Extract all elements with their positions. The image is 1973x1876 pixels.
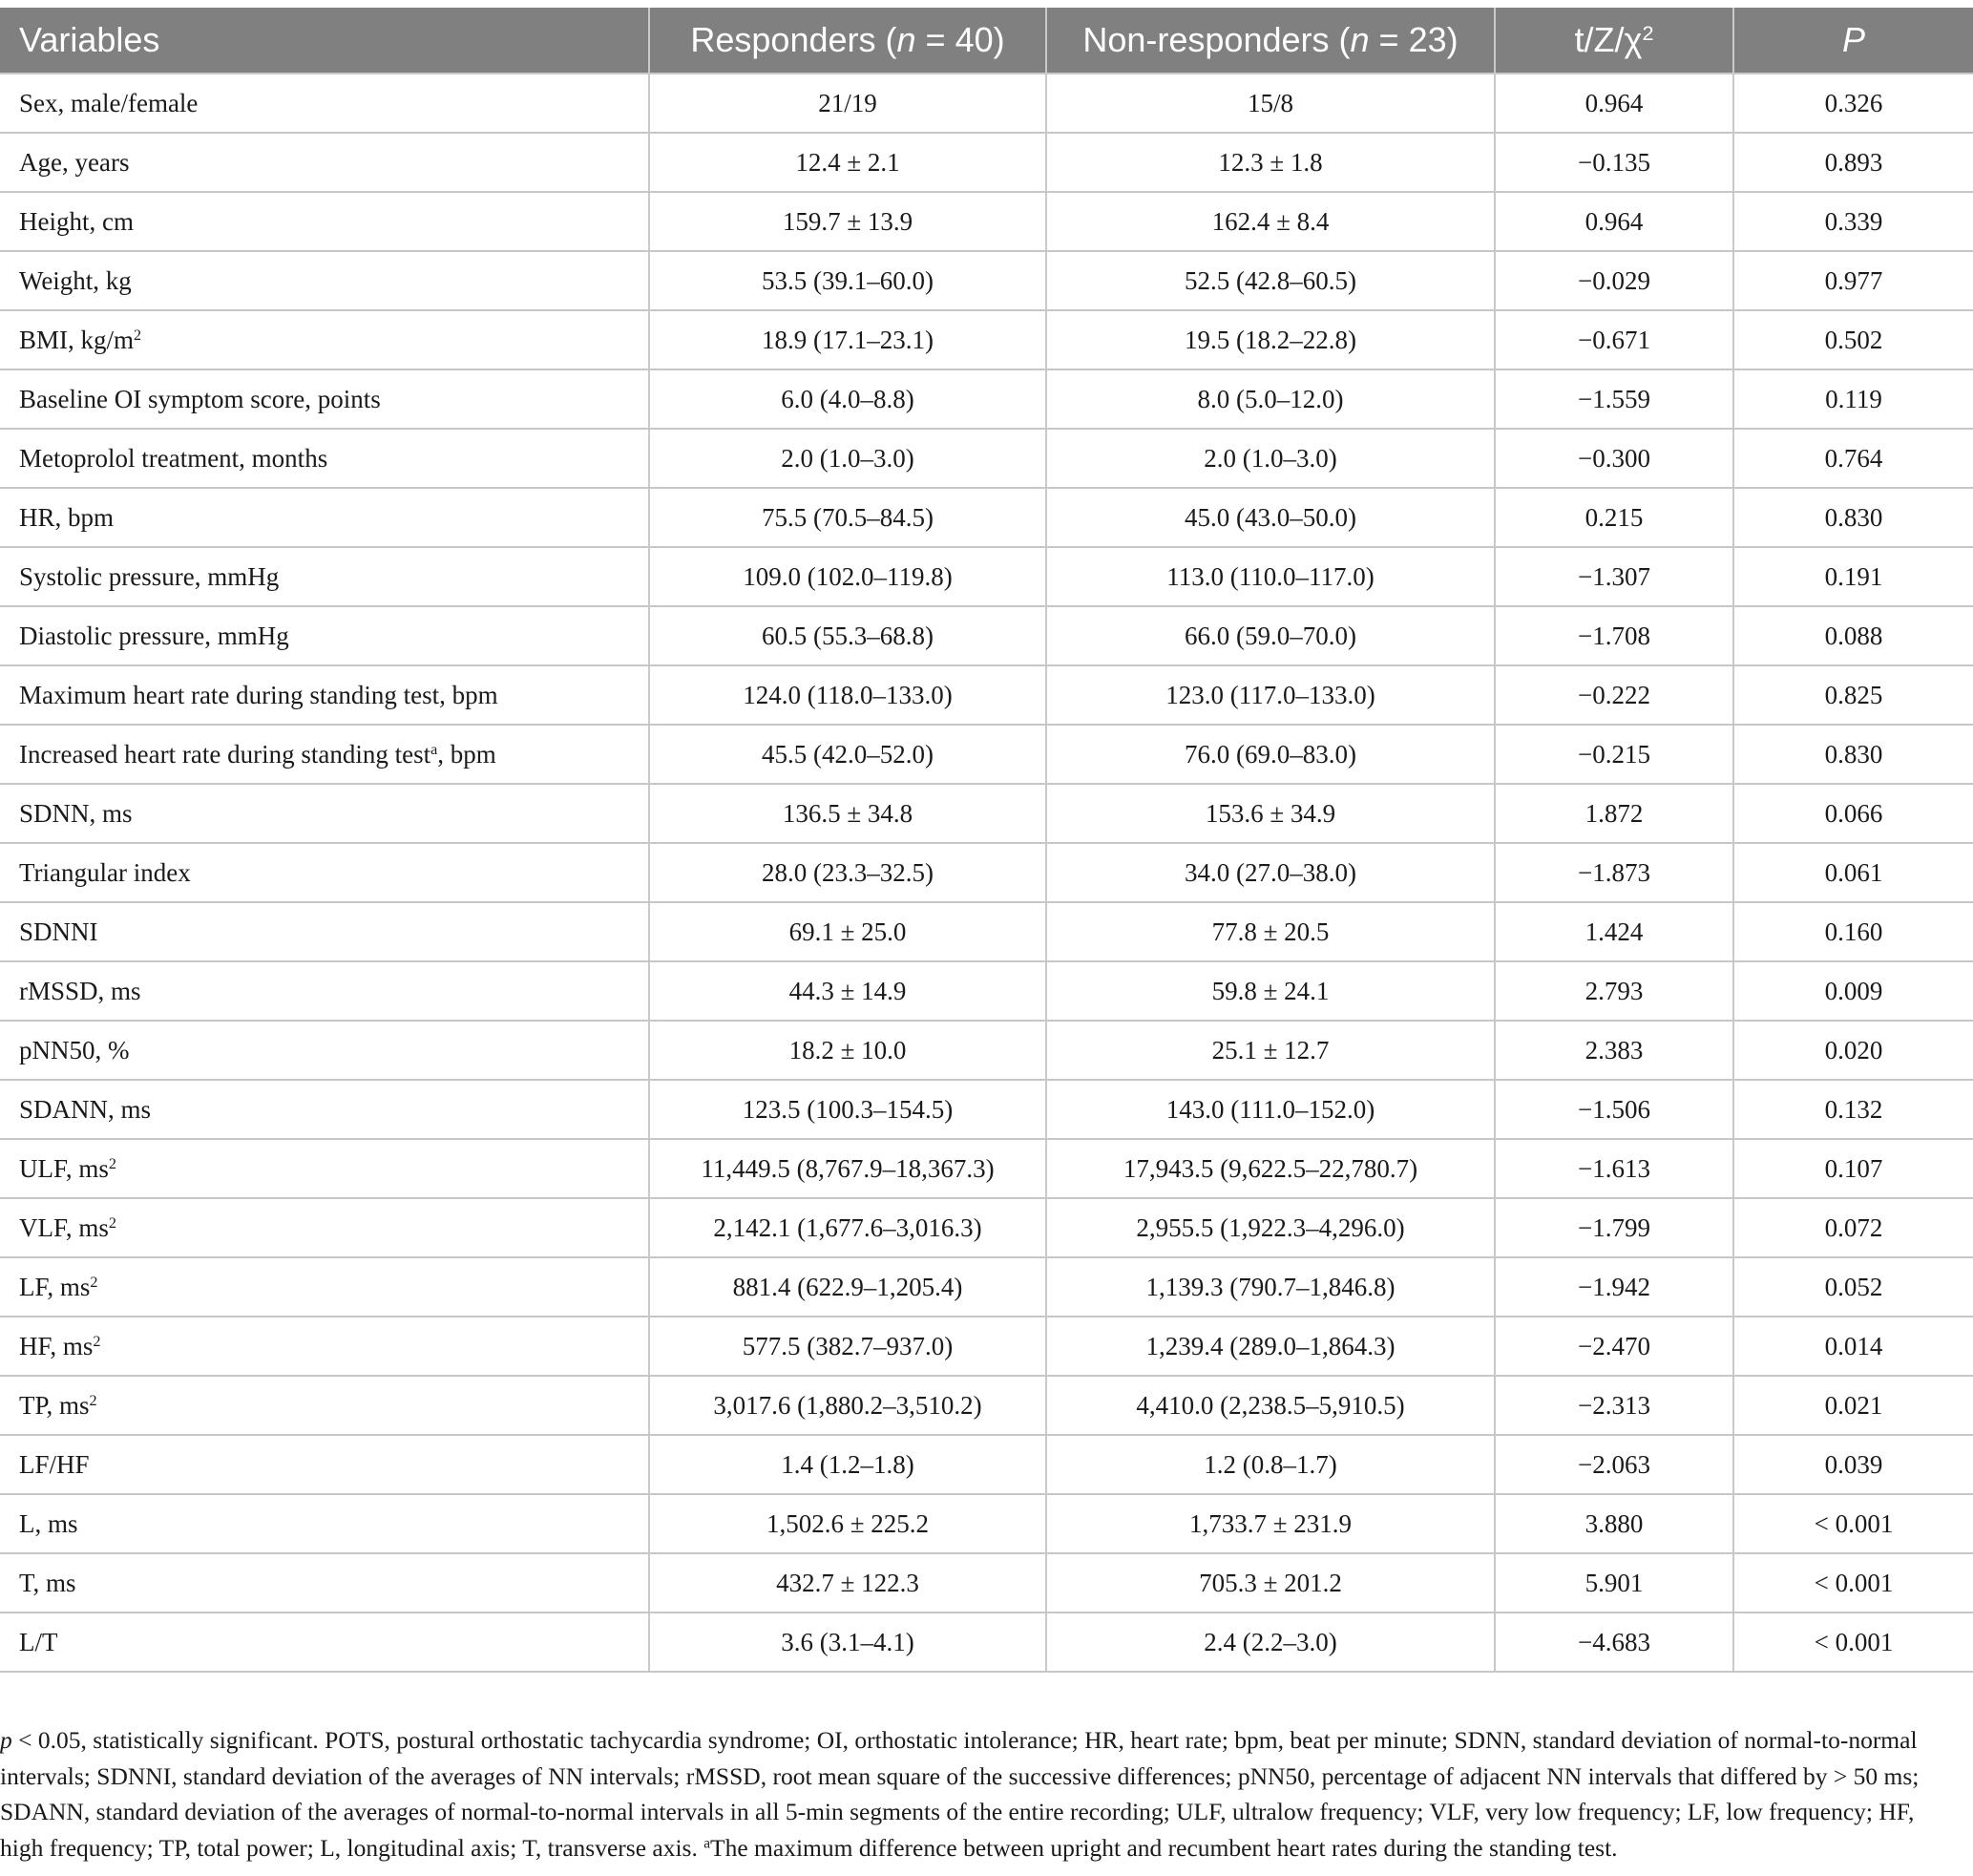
cell-responders: 1.4 (1.2–1.8) (649, 1435, 1046, 1494)
cell-statistic: −1.559 (1495, 369, 1733, 429)
cell-statistic: −1.613 (1495, 1139, 1733, 1198)
cell-statistic: −0.671 (1495, 310, 1733, 369)
cell-responders: 881.4 (622.9–1,205.4) (649, 1257, 1046, 1317)
cell-nonresponders: 113.0 (110.0–117.0) (1046, 547, 1495, 606)
cell-p-value: 0.764 (1733, 429, 1973, 488)
cell-responders: 28.0 (23.3–32.5) (649, 843, 1046, 902)
cell-variable: Systolic pressure, mmHg (0, 547, 649, 606)
cell-statistic: −2.470 (1495, 1317, 1733, 1376)
cell-variable: rMSSD, ms (0, 961, 649, 1021)
table-row (0, 961, 1973, 1021)
cell-statistic: 2.793 (1495, 961, 1733, 1021)
cell-variable: pNN50, % (0, 1021, 649, 1080)
cell-p-value: 0.830 (1733, 488, 1973, 547)
cell-responders: 6.0 (4.0–8.8) (649, 369, 1046, 429)
cell-nonresponders: 162.4 ± 8.4 (1046, 192, 1495, 251)
cell-p-value: 0.107 (1733, 1139, 1973, 1198)
cell-statistic: 1.872 (1495, 784, 1733, 843)
cell-p-value: 0.009 (1733, 961, 1973, 1021)
cell-variable: SDANN, ms (0, 1080, 649, 1139)
cell-responders: 2,142.1 (1,677.6–3,016.3) (649, 1198, 1046, 1257)
cell-responders: 69.1 ± 25.0 (649, 902, 1046, 961)
cell-variable: ULF, $ms^2$ (0, 1139, 649, 1198)
table-header-row (0, 8, 1973, 74)
cell-p-value: 0.119 (1733, 369, 1973, 429)
cell-statistic: −1.708 (1495, 606, 1733, 665)
data-table (0, 8, 1973, 1673)
table-row (0, 1317, 1973, 1376)
cell-responders: 577.5 (382.7–937.0) (649, 1317, 1046, 1376)
cell-nonresponders: 34.0 (27.0–38.0) (1046, 843, 1495, 902)
cell-p-value: 0.039 (1733, 1435, 1973, 1494)
cell-variable: Age, years (0, 133, 649, 192)
cell-statistic: −2.313 (1495, 1376, 1733, 1435)
cell-statistic: −1.506 (1495, 1080, 1733, 1139)
cell-statistic: 0.215 (1495, 488, 1733, 547)
cell-responders: 21/19 (649, 74, 1046, 133)
table-row (0, 606, 1973, 665)
cell-p-value: 0.021 (1733, 1376, 1973, 1435)
cell-statistic: 5.901 (1495, 1553, 1733, 1613)
cell-p-value: 0.977 (1733, 251, 1973, 310)
cell-statistic: −4.683 (1495, 1613, 1733, 1672)
cell-statistic: −1.799 (1495, 1198, 1733, 1257)
table-row (0, 1435, 1973, 1494)
cell-responders: 44.3 ± 14.9 (649, 961, 1046, 1021)
table-row (0, 1376, 1973, 1435)
cell-nonresponders: 1,139.3 (790.7–1,846.8) (1046, 1257, 1495, 1317)
cell-p-value: 0.020 (1733, 1021, 1973, 1080)
cell-p-value: 0.132 (1733, 1080, 1973, 1139)
cell-nonresponders: 1,239.4 (289.0–1,864.3) (1046, 1317, 1495, 1376)
cell-responders: 45.5 (42.0–52.0) (649, 725, 1046, 784)
cell-p-value: < 0.001 (1733, 1494, 1973, 1553)
cell-variable: L, ms (0, 1494, 649, 1553)
cell-nonresponders: 153.6 ± 34.9 (1046, 784, 1495, 843)
cell-nonresponders: 2.0 (1.0–3.0) (1046, 429, 1495, 488)
cell-p-value: 0.502 (1733, 310, 1973, 369)
table-row (0, 665, 1973, 725)
cell-responders: 124.0 (118.0–133.0) (649, 665, 1046, 725)
cell-p-value: 0.893 (1733, 133, 1973, 192)
cell-variable: T, ms (0, 1553, 649, 1613)
cell-variable: Triangular index (0, 843, 649, 902)
cell-p-value: < 0.001 (1733, 1613, 1973, 1672)
cell-nonresponders: 1,733.7 ± 231.9 (1046, 1494, 1495, 1553)
table-row (0, 310, 1973, 369)
cell-nonresponders: 52.5 (42.8–60.5) (1046, 251, 1495, 310)
cell-variable: LF/HF (0, 1435, 649, 1494)
cell-variable: LF, $ms^2$ (0, 1257, 649, 1317)
table-row (0, 369, 1973, 429)
header-statistic: $t/Z/\chi^2$ (1495, 8, 1733, 74)
cell-variable: SDNNI (0, 902, 649, 961)
cell-variable: Height, cm (0, 192, 649, 251)
cell-nonresponders: 8.0 (5.0–12.0) (1046, 369, 1495, 429)
cell-nonresponders: 2.4 (2.2–3.0) (1046, 1613, 1495, 1672)
cell-statistic: 0.964 (1495, 192, 1733, 251)
cell-responders: 18.9 (17.1–23.1) (649, 310, 1046, 369)
cell-statistic: −0.135 (1495, 133, 1733, 192)
cell-p-value: 0.830 (1733, 725, 1973, 784)
cell-statistic: 3.880 (1495, 1494, 1733, 1553)
cell-nonresponders: 19.5 (18.2–22.8) (1046, 310, 1495, 369)
cell-statistic: −1.873 (1495, 843, 1733, 902)
table-row (0, 843, 1973, 902)
table-row (0, 1198, 1973, 1257)
cell-responders: 3.6 (3.1–4.1) (649, 1613, 1046, 1672)
cell-nonresponders: 1.2 (0.8–1.7) (1046, 1435, 1495, 1494)
cell-variable: HR, bpm (0, 488, 649, 547)
cell-statistic: −0.300 (1495, 429, 1733, 488)
cell-variable: VLF, $ms^2$ (0, 1198, 649, 1257)
cell-responders: 12.4 ± 2.1 (649, 133, 1046, 192)
header-responders: Responders (n = 40) (649, 8, 1046, 74)
cell-p-value: 0.014 (1733, 1317, 1973, 1376)
cell-responders: 1,502.6 ± 225.2 (649, 1494, 1046, 1553)
table-row (0, 133, 1973, 192)
cell-nonresponders: 77.8 ± 20.5 (1046, 902, 1495, 961)
cell-nonresponders: 17,943.5 (9,622.5–22,780.7) (1046, 1139, 1495, 1198)
cell-responders: 123.5 (100.3–154.5) (649, 1080, 1046, 1139)
cell-p-value: 0.191 (1733, 547, 1973, 606)
table-row (0, 74, 1973, 133)
cell-responders: 136.5 ± 34.8 (649, 784, 1046, 843)
cell-statistic: 1.424 (1495, 902, 1733, 961)
cell-nonresponders: 705.3 ± 201.2 (1046, 1553, 1495, 1613)
cell-variable: Increased heart rate during standing test$^a$, bpm (0, 725, 649, 784)
cell-variable: TP, $ms^2$ (0, 1376, 649, 1435)
cell-nonresponders: 2,955.5 (1,922.3–4,296.0) (1046, 1198, 1495, 1257)
cell-variable: Baseline OI symptom score, points (0, 369, 649, 429)
table-row (0, 1553, 1973, 1613)
cell-p-value: 0.825 (1733, 665, 1973, 725)
table-row (0, 1080, 1973, 1139)
cell-nonresponders: 143.0 (111.0–152.0) (1046, 1080, 1495, 1139)
cell-responders: 432.7 ± 122.3 (649, 1553, 1046, 1613)
table-body (0, 74, 1973, 1672)
cell-variable: HF, $ms^2$ (0, 1317, 649, 1376)
cell-variable: Maximum heart rate during standing test, bpm (0, 665, 649, 725)
cell-responders: 3,017.6 (1,880.2–3,510.2) (649, 1376, 1046, 1435)
cell-responders: 60.5 (55.3–68.8) (649, 606, 1046, 665)
cell-p-value: 0.088 (1733, 606, 1973, 665)
cell-statistic: −0.222 (1495, 665, 1733, 725)
table-row (0, 1494, 1973, 1553)
header-variables: Variables (0, 8, 649, 74)
cell-variable: Diastolic pressure, mmHg (0, 606, 649, 665)
cell-responders: 11,449.5 (8,767.9–18,367.3) (649, 1139, 1046, 1198)
table-row (0, 902, 1973, 961)
cell-p-value: 0.160 (1733, 902, 1973, 961)
table-row (0, 1139, 1973, 1198)
cell-statistic: −2.063 (1495, 1435, 1733, 1494)
table-row (0, 1257, 1973, 1317)
table-row (0, 547, 1973, 606)
cell-statistic: 0.964 (1495, 74, 1733, 133)
cell-p-value: 0.066 (1733, 784, 1973, 843)
cell-nonresponders: 4,410.0 (2,238.5–5,910.5) (1046, 1376, 1495, 1435)
cell-p-value: 0.061 (1733, 843, 1973, 902)
cell-nonresponders: 45.0 (43.0–50.0) (1046, 488, 1495, 547)
table-row (0, 784, 1973, 843)
cell-responders: 18.2 ± 10.0 (649, 1021, 1046, 1080)
cell-statistic: 2.383 (1495, 1021, 1733, 1080)
cell-variable: BMI, $kg/m^2$ (0, 310, 649, 369)
header-p-value: P (1733, 8, 1973, 74)
table-row (0, 251, 1973, 310)
table-row (0, 1021, 1973, 1080)
cell-responders: 159.7 ± 13.9 (649, 192, 1046, 251)
cell-p-value: 0.339 (1733, 192, 1973, 251)
cell-nonresponders: 12.3 ± 1.8 (1046, 133, 1495, 192)
cell-nonresponders: 15/8 (1046, 74, 1495, 133)
cell-responders: 75.5 (70.5–84.5) (649, 488, 1046, 547)
cell-statistic: −0.029 (1495, 251, 1733, 310)
header-nonresponders: Non-responders (n = 23) (1046, 8, 1495, 74)
table-row (0, 488, 1973, 547)
cell-statistic: −1.942 (1495, 1257, 1733, 1317)
table-footnote: p < 0.05, statistically significant. POTS, postural orthostatic tachycardia syndrome; OI, orthostatic intolerance; HR, heart rate; bpm, beat per minute; SDNN, standard deviation of normal-to-normal intervals; SDNNI, standard deviation of the averages of NN intervals; rMSSD, root mean square of the successive differences; pNN50, percentage of adjacent NN intervals that differed by > 50 ms; SDANN, standard deviation of the averages of normal-to-normal intervals in all 5-min segments of the entire recording; ULF, ultralow frequency; VLF, very low frequency; LF, low frequency; HF, high frequency; TP, total power; L, longitudinal axis; T, transverse axis. $^a$The maximum difference between upright and recumbent heart rates during the standing test. (0, 1726, 1920, 1862)
cell-nonresponders: 76.0 (69.0–83.0) (1046, 725, 1495, 784)
cell-responders: 53.5 (39.1–60.0) (649, 251, 1046, 310)
cell-variable: Weight, kg (0, 251, 649, 310)
cell-variable: SDNN, ms (0, 784, 649, 843)
cell-variable: L/T (0, 1613, 649, 1672)
cell-nonresponders: 123.0 (117.0–133.0) (1046, 665, 1495, 725)
cell-p-value: < 0.001 (1733, 1553, 1973, 1613)
cell-responders: 2.0 (1.0–3.0) (649, 429, 1046, 488)
cell-nonresponders: 25.1 ± 12.7 (1046, 1021, 1495, 1080)
cell-nonresponders: 59.8 ± 24.1 (1046, 961, 1495, 1021)
table-row (0, 725, 1973, 784)
table-row (0, 429, 1973, 488)
cell-statistic: −0.215 (1495, 725, 1733, 784)
table-row (0, 192, 1973, 251)
cell-p-value: 0.326 (1733, 74, 1973, 133)
cell-responders: 109.0 (102.0–119.8) (649, 547, 1046, 606)
cell-nonresponders: 66.0 (59.0–70.0) (1046, 606, 1495, 665)
cell-p-value: 0.052 (1733, 1257, 1973, 1317)
table-row (0, 1613, 1973, 1672)
cell-variable: Sex, male/female (0, 74, 649, 133)
cell-statistic: −1.307 (1495, 547, 1733, 606)
cell-p-value: 0.072 (1733, 1198, 1973, 1257)
cell-variable: Metoprolol treatment, months (0, 429, 649, 488)
